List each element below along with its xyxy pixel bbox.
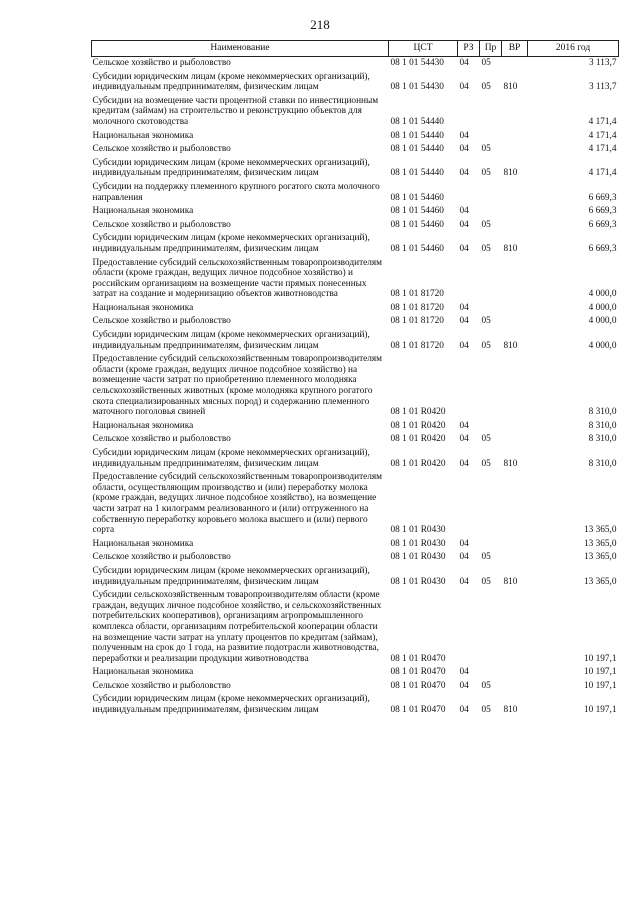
row-name: Сельское хозяйство и рыболовство	[92, 434, 231, 445]
row-name: Национальная экономика	[92, 302, 194, 313]
table-row	[92, 433, 619, 447]
row-cst-code: 08 1 01 R0430	[390, 576, 446, 587]
row-amount: 4 171,4	[588, 144, 617, 155]
row-rz-code: 04	[459, 316, 469, 327]
row-rz-code: 04	[459, 82, 469, 93]
row-name: Субсидии юридическим лицам (кроме некоммерческих организаций), индивидуальным предпринимателям, физическим лицам	[92, 694, 370, 716]
row-cst-code: 08 1 01 R0470	[390, 705, 446, 716]
table-row	[92, 420, 619, 434]
row-vr-code	[502, 302, 528, 316]
table-row	[92, 232, 619, 256]
row-vr-code	[502, 219, 528, 233]
table-row	[92, 353, 619, 420]
row-name: Предоставление субсидий сельскохозяйственным товаропроизводителям области (кроме граждан, ведущих личное подсобное хозяйство) на возмещение части затрат по приобретению племенного молодняка сельскохозяйственных животных (кроме молодняка крупного рогатого скота специализированных мясных пород) и содержанию племенного маточного поголовья свиней	[92, 354, 383, 418]
row-amount: 10 197,1	[583, 653, 617, 664]
row-vr-code	[502, 143, 528, 157]
row-name: Сельское хозяйство и рыболовство	[92, 680, 231, 691]
row-cst-code: 08 1 01 54440	[390, 130, 444, 141]
row-cst-code: 08 1 01 81720	[390, 316, 444, 327]
table-row	[92, 95, 619, 130]
row-cst-code: 08 1 01 R0420	[390, 458, 446, 469]
row-pr-code	[480, 666, 502, 680]
row-pr-code	[480, 353, 502, 420]
row-cst-code: 08 1 01 R0420	[390, 420, 446, 431]
row-vr-code: 810	[503, 243, 518, 254]
row-rz-code: 04	[459, 206, 469, 217]
row-amount: 6 669,3	[588, 243, 617, 254]
row-pr-code	[480, 130, 502, 144]
row-name: Субсидии юридическим лицам (кроме некоммерческих организаций), индивидуальным предпринимателям, физическим лицам	[92, 330, 370, 351]
row-name: Субсидии юридическим лицам (кроме некоммерческих организаций), индивидуальным предпринимателям, физическим лицам	[92, 565, 370, 587]
header-cst: ЦСТ	[389, 41, 458, 57]
table-row	[92, 57, 619, 71]
table-row	[92, 589, 619, 666]
row-name: Субсидии юридическим лицам (кроме некоммерческих организаций), индивидуальным предпринимателям, физическим лицам	[92, 233, 370, 254]
row-pr-code: 05	[481, 144, 491, 155]
row-amount: 8 310,0	[588, 407, 617, 418]
row-cst-code: 08 1 01 R0470	[390, 667, 446, 678]
row-rz-code: 04	[459, 243, 469, 254]
row-cst-code: 08 1 01 54460	[390, 243, 444, 254]
row-name: Национальная экономика	[92, 538, 194, 549]
row-amount: 6 669,3	[588, 192, 617, 203]
row-cst-code: 08 1 01 54460	[390, 192, 444, 203]
row-rz-code: 04	[459, 168, 469, 179]
row-rz-code	[458, 353, 480, 420]
row-pr-code: 05	[481, 458, 491, 469]
table-row	[92, 551, 619, 565]
row-name: Субсидии юридическим лицам (кроме некоммерческих организаций), индивидуальным предпринимателям, физическим лицам	[92, 157, 370, 179]
row-amount: 10 197,1	[583, 667, 617, 678]
row-rz-code: 04	[459, 458, 469, 469]
header-pr: Пр	[480, 41, 502, 57]
row-rz-code: 04	[459, 302, 469, 313]
row-cst-code: 08 1 01 54440	[390, 144, 444, 155]
row-rz-code: 04	[459, 552, 469, 563]
row-cst-code: 08 1 01 54440	[390, 168, 444, 179]
row-rz-code: 04	[459, 667, 469, 678]
row-amount: 4 171,4	[588, 116, 617, 127]
table-row	[92, 257, 619, 302]
row-vr-code	[502, 680, 528, 694]
row-amount: 8 310,0	[588, 458, 617, 469]
row-rz-code: 04	[459, 130, 469, 141]
row-vr-code: 810	[503, 458, 518, 469]
row-name: Национальная экономика	[92, 130, 194, 141]
row-pr-code: 05	[481, 316, 491, 327]
row-vr-code	[502, 551, 528, 565]
row-vr-code	[502, 257, 528, 302]
row-cst-code: 08 1 01 R0470	[390, 680, 446, 691]
row-name: Субсидии на поддержку племенного крупного рогатого скота молочного направления	[92, 181, 380, 203]
row-cst-code: 08 1 01 54430	[390, 82, 444, 93]
table-row	[92, 693, 619, 717]
row-pr-code: 05	[481, 552, 491, 563]
row-cst-code: 08 1 01 R0430	[390, 525, 446, 536]
row-rz-code: 04	[459, 219, 469, 230]
table-row	[92, 447, 619, 471]
budget-table	[91, 40, 619, 718]
row-name: Сельское хозяйство и рыболовство	[92, 316, 231, 327]
table-row	[92, 219, 619, 233]
row-name: Сельское хозяйство и рыболовство	[92, 219, 231, 230]
row-amount: 4 000,0	[588, 289, 617, 300]
row-vr-code	[502, 538, 528, 552]
page-number: 218	[310, 17, 330, 32]
header-rz: РЗ	[458, 41, 480, 57]
row-rz-code: 04	[459, 420, 469, 431]
row-vr-code	[502, 471, 528, 538]
row-pr-code: 05	[481, 705, 491, 716]
row-cst-code: 08 1 01 81720	[390, 302, 444, 313]
row-cst-code: 08 1 01 R0470	[390, 653, 446, 664]
row-vr-code	[502, 666, 528, 680]
row-name: Субсидии сельскохозяйственным товаропроизводителям области (кроме граждан, ведущих личное подсобное хозяйство, и сельскохозяйственных потребительских кооперативов), организациям агропромышленного комплекса области, организациям потребительской кооперации области на возмещение части затрат на уплату процентов по кредитам (займам), полученным на срок до 1 года, на развитие подотрасли животноводства, переработки и реализации продукции животноводства	[92, 590, 382, 664]
table-row	[92, 565, 619, 589]
row-rz-code: 04	[459, 705, 469, 716]
row-vr-code	[502, 130, 528, 144]
table-row	[92, 71, 619, 95]
row-rz-code: 04	[459, 576, 469, 587]
row-vr-code	[502, 181, 528, 205]
table-header-row	[92, 41, 619, 57]
row-name: Предоставление субсидий сельскохозяйственным товаропроизводителям области (кроме граждан, ведущих личное подсобное хозяйство) и российским организациям на возмещение части прямых понесенных затрат на создание и модернизацию объектов животноводства	[92, 257, 383, 300]
table-row	[92, 538, 619, 552]
row-rz-code	[458, 589, 480, 666]
row-cst-code: 08 1 01 54430	[390, 58, 444, 68]
row-amount: 4 000,0	[588, 340, 617, 351]
table-row	[92, 181, 619, 205]
row-amount: 4 000,0	[588, 316, 617, 327]
row-name: Сельское хозяйство и рыболовство	[92, 58, 231, 68]
row-pr-code: 05	[481, 434, 491, 445]
header-year: 2016 год	[528, 41, 619, 57]
row-pr-code	[480, 538, 502, 552]
row-pr-code: 05	[481, 82, 491, 93]
row-pr-code: 05	[481, 340, 491, 351]
table-row	[92, 666, 619, 680]
row-name: Предоставление субсидий сельскохозяйственным товаропроизводителям области, осуществляющим производство и (или) переработку молока (кроме граждан, ведущих личное подсобное хозяйство), на возмещение части затрат на 1 килограмм реализованного и (или) отгруженного на собственную переработку коровьего молока высшего и (или) первого сорта	[92, 472, 383, 536]
row-cst-code: 08 1 01 81720	[390, 340, 444, 351]
row-amount: 4 171,4	[588, 168, 617, 179]
row-pr-code: 05	[481, 168, 491, 179]
row-rz-code: 04	[459, 58, 469, 68]
row-pr-code: 05	[481, 243, 491, 254]
table-row	[92, 302, 619, 316]
row-amount: 8 310,0	[588, 420, 617, 431]
row-name: Субсидии на возмещение части процентной ставки по инвестиционным кредитам (займам) на строительство и реконструкцию объектов для молочного скотоводства	[92, 95, 379, 127]
row-vr-code	[502, 57, 528, 71]
row-vr-code	[502, 205, 528, 219]
row-pr-code	[480, 471, 502, 538]
row-amount: 10 197,1	[583, 680, 617, 691]
row-pr-code	[480, 589, 502, 666]
row-cst-code: 08 1 01 54460	[390, 206, 444, 217]
row-pr-code	[480, 302, 502, 316]
row-pr-code	[480, 205, 502, 219]
table-row	[92, 329, 619, 353]
row-pr-code	[480, 257, 502, 302]
row-pr-code	[480, 181, 502, 205]
row-vr-code	[502, 433, 528, 447]
row-vr-code: 810	[503, 340, 518, 351]
row-pr-code	[480, 420, 502, 434]
row-name: Национальная экономика	[92, 420, 194, 431]
row-rz-code	[458, 181, 480, 205]
row-name: Национальная экономика	[92, 206, 194, 217]
row-vr-code: 810	[503, 82, 518, 93]
row-rz-code: 04	[459, 538, 469, 549]
row-amount: 3 113,7	[588, 82, 617, 93]
row-pr-code: 05	[481, 576, 491, 587]
row-rz-code: 04	[459, 680, 469, 691]
row-rz-code	[458, 95, 480, 130]
row-vr-code	[502, 420, 528, 434]
header-name: Наименование	[92, 41, 389, 57]
row-vr-code	[502, 589, 528, 666]
row-rz-code: 04	[459, 144, 469, 155]
table-row	[92, 315, 619, 329]
row-cst-code: 08 1 01 R0420	[390, 407, 446, 418]
row-cst-code: 08 1 01 R0420	[390, 434, 446, 445]
row-rz-code: 04	[459, 340, 469, 351]
row-rz-code	[458, 257, 480, 302]
row-vr-code	[502, 95, 528, 130]
row-amount: 8 310,0	[588, 434, 617, 445]
row-amount: 6 669,3	[588, 219, 617, 230]
row-amount: 4 000,0	[588, 302, 617, 313]
row-rz-code: 04	[459, 434, 469, 445]
row-amount: 4 171,4	[588, 130, 617, 141]
row-cst-code: 08 1 01 R0430	[390, 552, 446, 563]
row-cst-code: 08 1 01 54440	[390, 116, 444, 127]
row-pr-code: 05	[481, 58, 491, 68]
row-vr-code: 810	[503, 705, 518, 716]
table-row	[92, 130, 619, 144]
row-name: Субсидии юридическим лицам (кроме некоммерческих организаций), индивидуальным предпринимателям, физическим лицам	[92, 71, 370, 93]
table-row	[92, 680, 619, 694]
row-name: Национальная экономика	[92, 667, 194, 678]
table-body	[92, 57, 619, 718]
row-cst-code: 08 1 01 54460	[390, 219, 444, 230]
table-row	[92, 143, 619, 157]
row-pr-code: 05	[481, 219, 491, 230]
row-amount: 6 669,3	[588, 206, 617, 217]
table-row	[92, 471, 619, 538]
row-name: Сельское хозяйство и рыболовство	[92, 552, 231, 563]
row-name: Субсидии юридическим лицам (кроме некоммерческих организаций), индивидуальным предпринимателям, физическим лицам	[92, 448, 370, 469]
row-rz-code	[458, 471, 480, 538]
row-name: Сельское хозяйство и рыболовство	[92, 144, 231, 155]
row-pr-code: 05	[481, 680, 491, 691]
row-pr-code	[480, 95, 502, 130]
row-amount: 3 113,7	[588, 58, 617, 68]
row-amount: 10 197,1	[583, 705, 617, 716]
row-vr-code: 810	[503, 168, 518, 179]
row-vr-code: 810	[503, 576, 518, 587]
table-row	[92, 205, 619, 219]
row-amount: 13 365,0	[583, 538, 617, 549]
row-amount: 13 365,0	[583, 576, 617, 587]
row-amount: 13 365,0	[583, 525, 617, 536]
header-vr: ВР	[502, 41, 528, 57]
row-vr-code	[502, 353, 528, 420]
row-cst-code: 08 1 01 R0430	[390, 538, 446, 549]
row-cst-code: 08 1 01 81720	[390, 289, 444, 300]
row-vr-code	[502, 315, 528, 329]
row-amount: 13 365,0	[583, 552, 617, 563]
table-row	[92, 157, 619, 181]
